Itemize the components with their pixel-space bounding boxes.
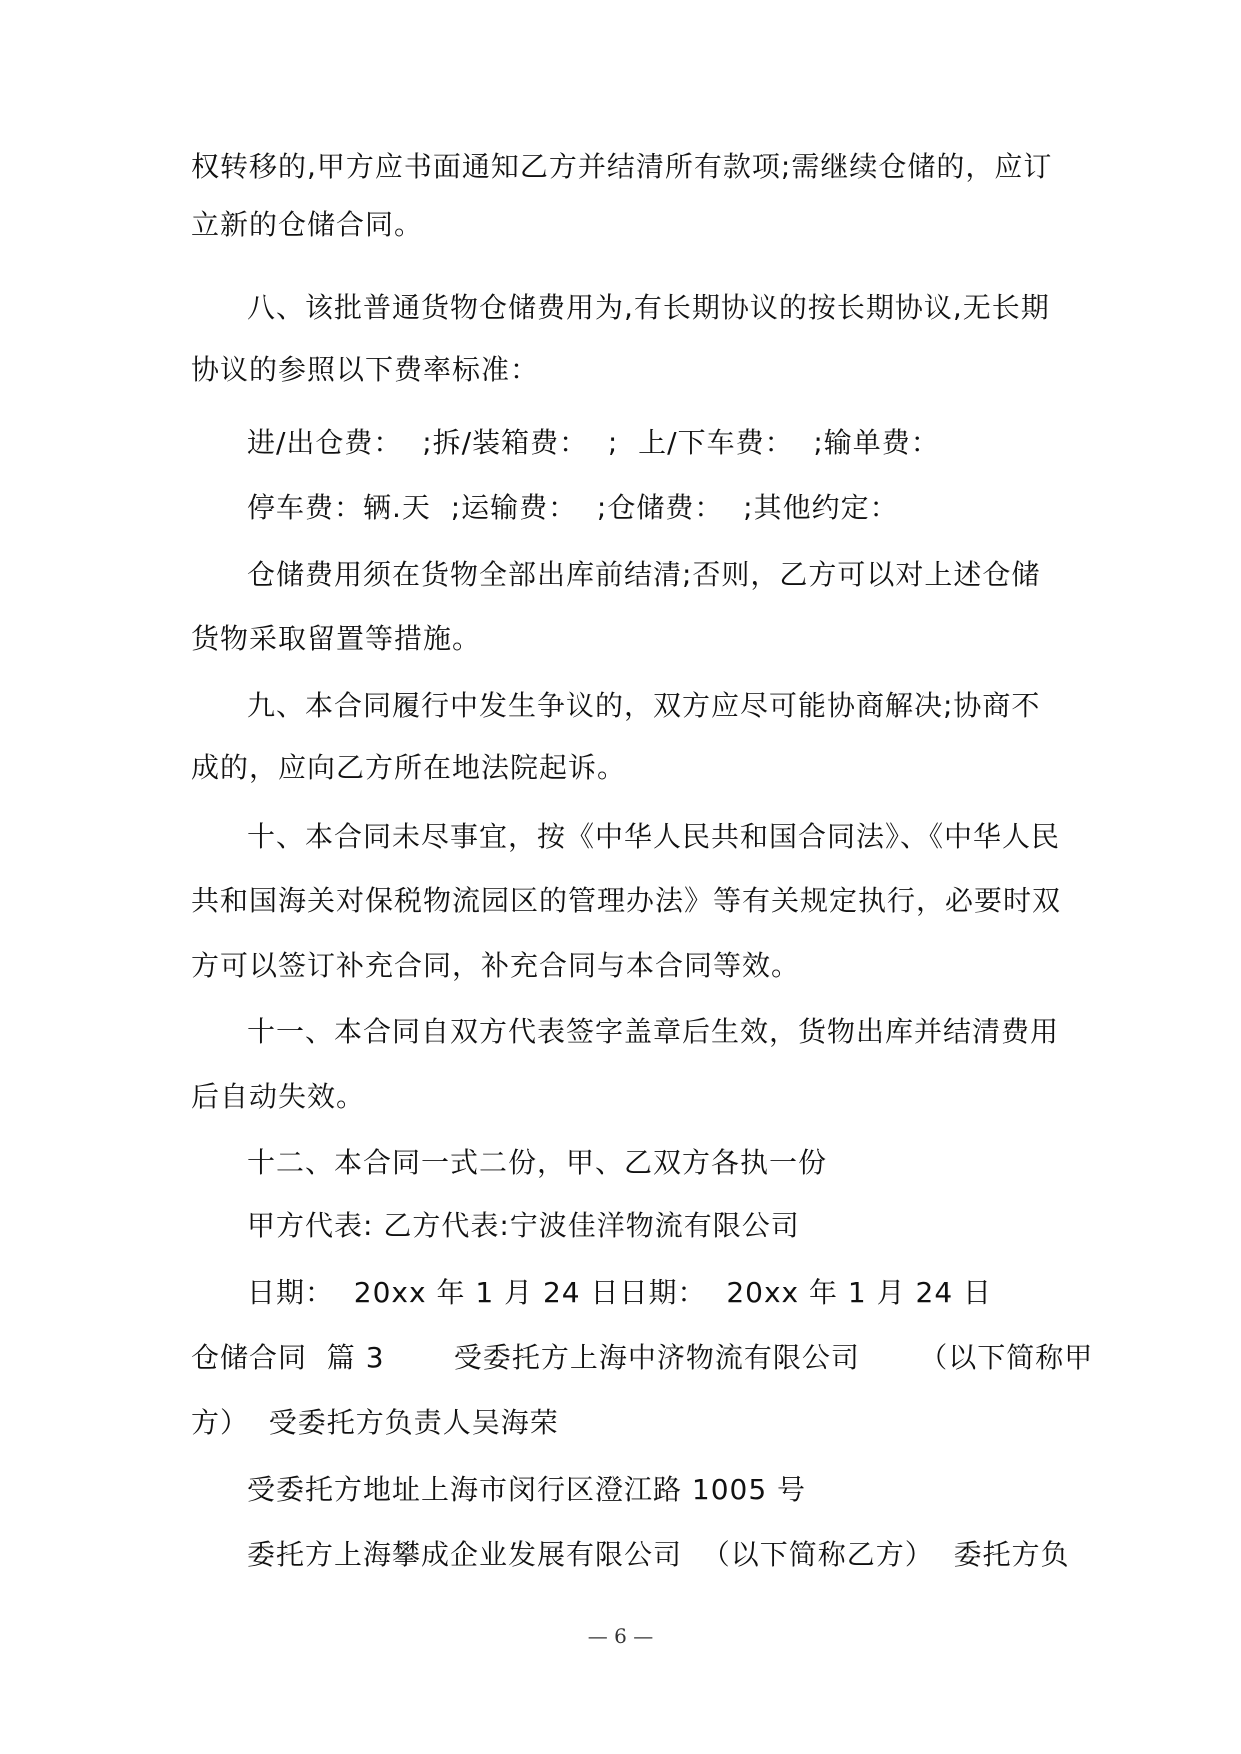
text-line: 共和国海关对保税物流园区的管理办法》等有关规定执行，必要时双 (191, 884, 1062, 917)
text-line: 委托方上海攀成企业发展有限公司 （以下简称乙方） 委托方负 (247, 1538, 1070, 1571)
text-line: 成的，应向乙方所在地法院起诉。 (191, 751, 627, 784)
text-line: 甲方代表: 乙方代表:宁波佳洋物流有限公司 (247, 1209, 800, 1242)
text-line: 十一、本合同自双方代表签字盖章后生效，货物出库并结清费用 (247, 1015, 1060, 1048)
text-line: 仓储费用须在货物全部出库前结清;否则，乙方可以对上述仓储 (247, 558, 1041, 591)
text-line: 方可以签订补充合同，补充合同与本合同等效。 (191, 949, 801, 982)
text-line: 进/出仓费： ;拆/装箱费： ; 上/下车费： ;输单费： (247, 426, 940, 459)
text-line: 协议的参照以下费率标准： (191, 353, 540, 386)
text-line: 仓储合同 篇 3 受委托方上海中济物流有限公司 （以下简称甲 (191, 1341, 1094, 1374)
text-line: 八、该批普通货物仓储费用为,有长期协议的按长期协议,无长期 (247, 291, 1050, 324)
text-line: 后自动失效。 (191, 1080, 366, 1113)
page-number: — 6 — (587, 1624, 654, 1648)
text-line: 日期： 20xx 年 1 月 24 日日期： 20xx 年 1 月 24 日 (247, 1276, 993, 1309)
text-line: 货物采取留置等措施。 (191, 622, 482, 655)
text-line: 立新的仓储合同。 (191, 208, 424, 241)
text-line: 受委托方地址上海市闵行区澄江路 1005 号 (247, 1473, 807, 1506)
text-line: 权转移的,甲方应书面通知乙方并结清所有款项;需继续仓储的，应订 (191, 150, 1053, 183)
text-line: 十、本合同未尽事宜，按《中华人民共和国合同法》、《中华人民 (247, 820, 1061, 853)
text-line: 方） 受委托方负责人吴海荣 (191, 1406, 559, 1439)
text-line: 十二、本合同一式二份，甲、乙双方各执一份 (247, 1146, 828, 1179)
text-line: 九、本合同履行中发生争议的，双方应尽可能协商解决;协商不 (247, 689, 1041, 722)
text-line: 停车费：辆.天 ;运输费： ;仓储费： ;其他约定： (247, 491, 899, 524)
